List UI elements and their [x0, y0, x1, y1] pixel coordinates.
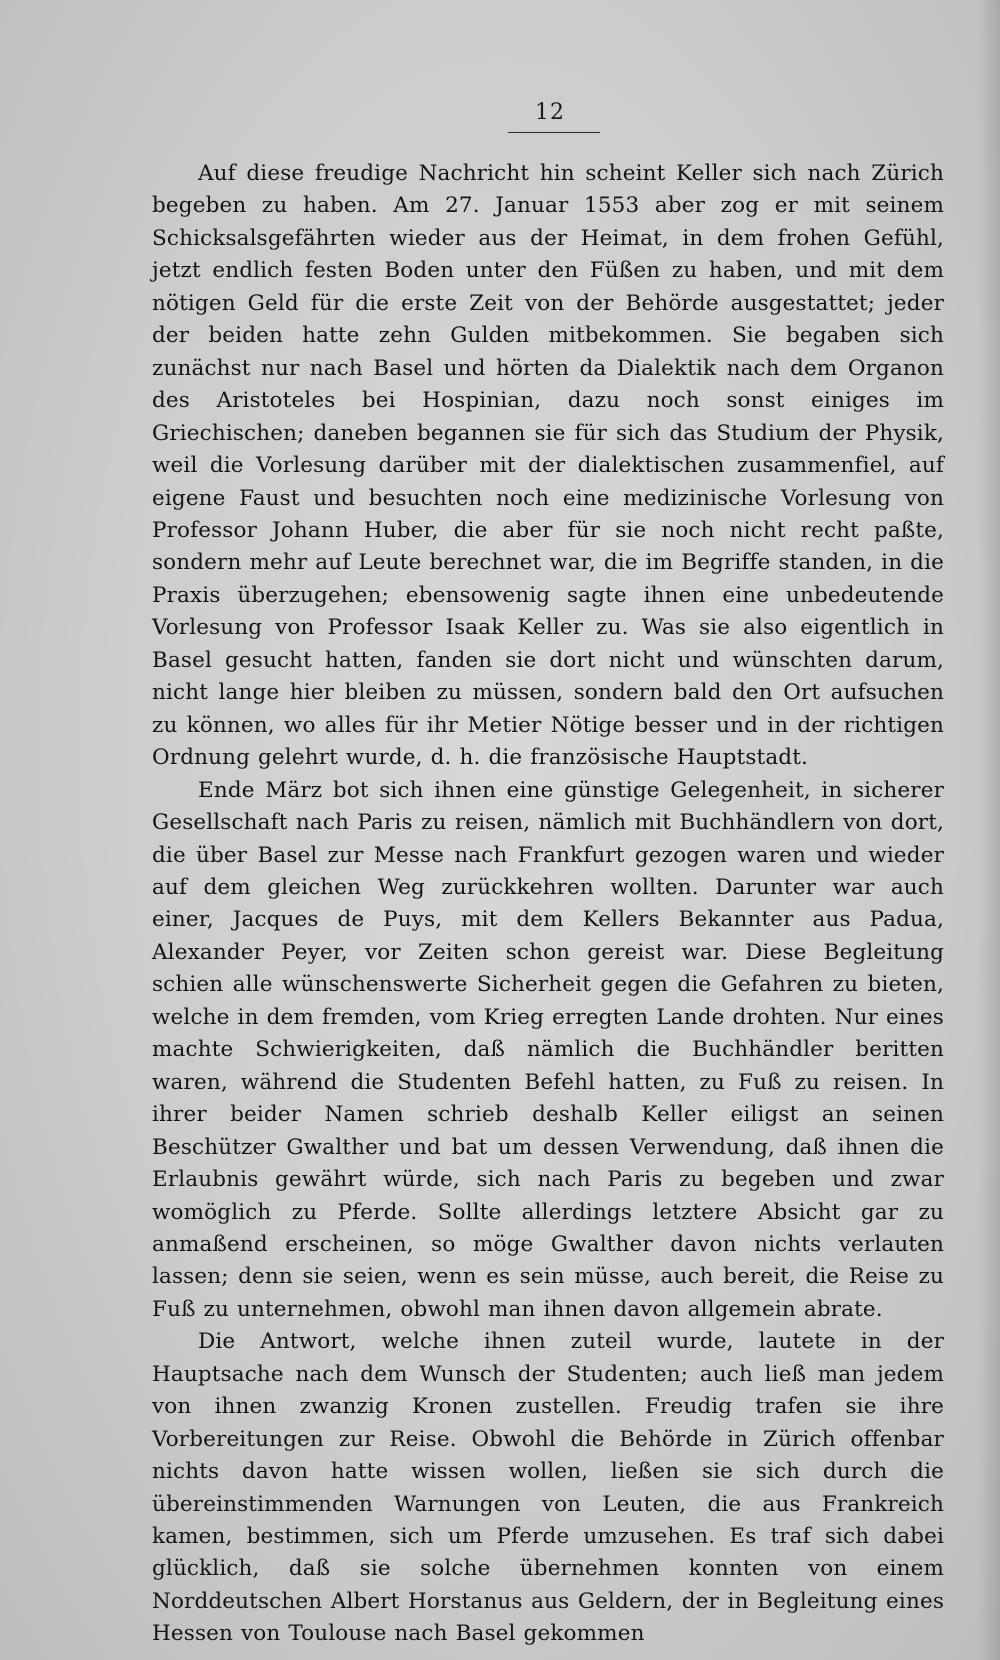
- page-number-rule: [508, 132, 600, 133]
- page-edge-shadow: [978, 0, 1000, 1660]
- body-text: [152, 158, 944, 1651]
- paragraph-3: Die Antwort, welche ihnen zuteil wurde, lautete in der Hauptsache nach dem Wunsch der Studenten; auch ließ man jedem von ihnen zwanzig Kronen zustellen. Freudig trafen sie ihre Vorbereitungen zur Reise. Obwohl die Behörde in Zürich offenbar nichts davon hatte wissen wollen, ließen sie sich durch die übereinstimmenden Warnungen von Leuten, die aus Frankreich kamen, bestimmen, sich um Pferde umzusehen. Es traf sich dabei glücklich, daß sie solche übernehmen konnten von einem Norddeutschen Albert Horstanus aus Geldern, der in Begleitung eines Hessen von Toulouse nach Basel gekommen: [152, 1329, 944, 1647]
- paragraph-2: Ende März bot sich ihnen eine günstige Gelegenheit, in sicherer Gesellschaft nach Paris zu reisen, nämlich mit Buchhändlern von dort, die über Basel zur Messe nach Frankfurt gezogen waren und wieder auf dem gleichen Weg zurückkehren wollten. Darunter war auch einer, Jacques de Puys, mit dem Kellers Bekannter aus Padua, Alexander Peyer, vor Zeiten schon gereist war. Diese Begleitung schien alle wünschenswerte Sicherheit gegen die Gefahren zu bieten, welche in dem fremden, vom Krieg erregten Lande drohten. Nur eines machte Schwierigkeiten, daß nämlich die Buchhändler beritten waren, während die Studenten Befehl hatten, zu Fuß zu reisen. In ihrer beider Namen schrieb deshalb Keller eiligst an seinen Beschützer Gwalther und bat um dessen Verwendung, daß ihnen die Erlaubnis gewährt würde, sich nach Paris zu begeben und zwar womöglich zu Pferde. Sollte allerdings letztere Absicht gar zu anmaßend erscheinen, so möge Gwalther davon nichts verlauten lassen; denn sie seien, wenn es sein müsse, auch bereit, die Reise zu Fuß zu unternehmen, obwohl man ihnen davon allgemein abrate.: [152, 777, 944, 1322]
- page-number: 12: [535, 100, 565, 125]
- paragraph-1: Auf diese freudige Nachricht hin scheint Keller sich nach Zürich begeben zu haben. Am 27. Januar 1553 aber zog er mit seinem Schicksalsgefährten wieder aus der Heimat, in dem frohen Gefühl, jetzt endlich festen Boden unter den Füßen zu haben, und mit dem nötigen Geld für die erste Zeit von der Behörde ausgestattet; jeder der beiden hatte zehn Gulden mitbekommen. Sie begaben sich zunächst nur nach Basel und hörten da Dialektik nach dem Organon des Aristoteles bei Hospinian, dazu noch sonst einiges im Griechischen; daneben begannen sie für sich das Studium der Physik, weil die Vorlesung darüber mit der dialektischen zusammenfiel, auf eigene Faust und besuchten noch eine medizinische Vorlesung von Professor Johann Huber, die aber für sie noch nicht recht paßte, sondern mehr auf Leute berechnet war, die im Begriffe standen, in die Praxis überzugehen; ebensowenig sagte ihnen eine unbedeutende Vorlesung von Professor Isaak Keller zu. Was sie also eigentlich in Basel gesucht hatten, fanden sie dort nicht und wünschten darum, nicht lange hier bleiben zu müssen, sondern bald den Ort aufsuchen zu können, wo alles für ihr Metier Nötige besser und in der richtigen Ordnung gelehrt wurde, d. h. die französische Hauptstadt.: [152, 161, 944, 771]
